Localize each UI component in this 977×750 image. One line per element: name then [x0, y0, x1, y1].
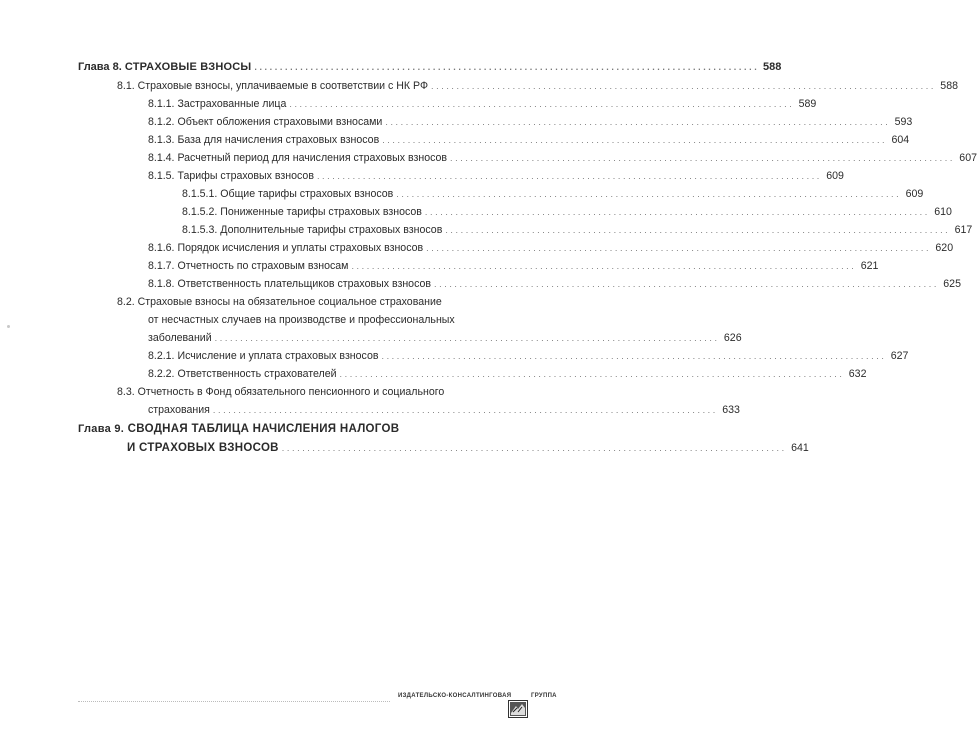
toc-entry-chapter-8[interactable]	[78, 60, 782, 74]
toc-entry-8-2-2[interactable]	[148, 367, 867, 381]
toc-entry-8-1-7[interactable]	[148, 259, 879, 273]
toc-entry-8-1-3[interactable]	[148, 133, 910, 147]
toc-entry-8-2-1[interactable]	[148, 349, 909, 363]
leader-dots: ...................................................................................................	[339, 369, 845, 379]
toc-page-number: 620	[935, 242, 954, 254]
toc-entry-8-1[interactable]	[117, 79, 958, 93]
toc-page-number: 589	[798, 98, 817, 110]
leader-dots: ...................................................................................................	[214, 333, 720, 343]
leader-dots: ...................................................................................................	[445, 225, 951, 235]
toc-entry-8-1-5-2[interactable]	[182, 205, 952, 219]
toc-entry-8-1-2[interactable]	[148, 115, 913, 129]
publisher-name: ИЗДАТЕЛЬСКО-КОНСАЛТИНГОВАЯ	[398, 693, 512, 699]
toc-entry-8-1-5-3[interactable]	[182, 223, 973, 237]
toc-entry-label: 8.1.5.1. Общие тарифы страховых взносов	[182, 188, 394, 200]
chapter-prefix: Глава 9.	[78, 423, 125, 435]
publisher-logo-icon	[508, 700, 528, 718]
toc-entry-8-2-line1[interactable]: 8.2. Страховые взносы на обязательное социальное страхование	[117, 296, 442, 308]
toc-entry-label: 8.2.1. Исчисление и уплата страховых взносов	[148, 350, 379, 362]
leader-dots: ...................................................................................................	[382, 135, 888, 145]
leader-dots: ...................................................................................................	[424, 207, 930, 217]
toc-entry-label: страхования	[148, 404, 210, 416]
toc-page-number: 617	[954, 224, 973, 236]
toc-page-number: 641	[791, 442, 809, 454]
toc-page-number: 588	[762, 61, 782, 73]
toc-entry-label: 8.1.6. Порядок исчисления и уплаты страховых взносов	[148, 242, 424, 254]
leader-dots: ...................................................................................................	[212, 405, 718, 415]
toc-entry-8-1-6[interactable]	[148, 241, 954, 255]
toc-entry-label: 8.1.2. Объект обложения страховыми взносами	[148, 116, 383, 128]
toc-page-number: 621	[860, 260, 879, 272]
toc-entry-8-1-5[interactable]	[148, 169, 844, 183]
leader-dots: ...................................................................................................	[316, 171, 822, 181]
leader-dots: ...................................................................................................	[434, 279, 939, 289]
toc-entry-chapter-9[interactable]	[127, 441, 809, 455]
toc-page-number: 632	[848, 368, 867, 380]
toc-entry-chapter-9-line1[interactable]	[78, 422, 399, 436]
toc-entry-label: 8.1.8. Ответственность плательщиков страховых взносов	[148, 278, 432, 290]
toc-entry-8-2-line2[interactable]: от несчастных случаев на производстве и профессиональных	[148, 314, 455, 326]
chapter-title: СВОДНАЯ ТАБЛИЦА НАЧИСЛЕНИЯ НАЛОГОВ	[127, 423, 400, 435]
toc-entry-label: 8.1.4. Расчетный период для начисления страховых взносов	[148, 152, 448, 164]
toc-page-number: 593	[894, 116, 913, 128]
leader-dots: ...................................................................................................	[381, 351, 887, 361]
toc-entry-8-3[interactable]	[148, 403, 740, 417]
leader-dots: ...................................................................................................	[426, 243, 932, 253]
leader-dots: ...................................................................................................	[289, 99, 795, 109]
toc-entry-label: И СТРАХОВЫХ ВЗНОСОВ	[127, 442, 279, 454]
toc-page-number: 626	[723, 332, 742, 344]
leader-dots: ...................................................................................................	[450, 153, 955, 163]
toc-page-number: 627	[890, 350, 909, 362]
toc-entry-label: 8.1. Страховые взносы, уплачиваемые в соответствии с НК РФ	[117, 80, 429, 92]
toc-entry-label: 8.1.3. База для начисления страховых взносов	[148, 134, 380, 146]
leader-dots: ...................................................................................................	[254, 62, 760, 72]
chapter-title: СТРАХОВЫЕ ВЗНОСЫ	[124, 61, 252, 73]
toc-page-number: 604	[891, 134, 910, 146]
scan-mark	[7, 325, 10, 328]
toc-page-number: 633	[722, 404, 740, 416]
toc-page-number: 609	[905, 188, 924, 200]
toc-entry-label: 8.2.2. Ответственность страхователей	[148, 368, 337, 380]
chapter-prefix: Глава 8.	[78, 61, 122, 73]
toc-page-number: 609	[826, 170, 844, 182]
toc-entry-label: 8.1.7. Отчетность по страховым взносам	[148, 260, 349, 272]
toc-page-number: 607	[959, 152, 977, 164]
toc-page-number: 625	[943, 278, 961, 290]
toc-entry-8-1-4[interactable]	[148, 151, 977, 165]
toc-entry-label: 8.1.5.2. Пониженные тарифы страховых взносов	[182, 206, 422, 218]
toc-entry-label: заболеваний	[148, 332, 212, 344]
footer-rule	[78, 701, 390, 702]
leader-dots: ...................................................................................................	[281, 443, 787, 453]
toc-entry-8-3-line1[interactable]: 8.3. Отчетность в Фонд обязательного пенсионного и социального	[117, 386, 445, 398]
toc-entry-8-2[interactable]	[148, 331, 742, 345]
leader-dots: ...................................................................................................	[385, 117, 891, 127]
toc-entry-label: 8.1.5. Тарифы страховых взносов	[148, 170, 314, 182]
toc-page-number: 588	[940, 80, 958, 92]
toc-entry-8-1-5-1[interactable]	[182, 187, 924, 201]
publisher-group-label: ГРУППА	[531, 693, 557, 699]
toc-entry-label: 8.1.5.3. Дополнительные тарифы страховых взносов	[182, 224, 443, 236]
leader-dots: ...................................................................................................	[351, 261, 857, 271]
toc-entry-label	[78, 60, 251, 74]
toc-entry-label: 8.1.1. Застрахованные лица	[148, 98, 287, 110]
toc-entry-8-1-1[interactable]	[148, 97, 817, 111]
toc-page-number: 610	[934, 206, 952, 218]
toc-entry-8-1-8[interactable]	[148, 277, 961, 291]
leader-dots: ...................................................................................................	[431, 81, 936, 91]
leader-dots: ...................................................................................................	[396, 189, 902, 199]
